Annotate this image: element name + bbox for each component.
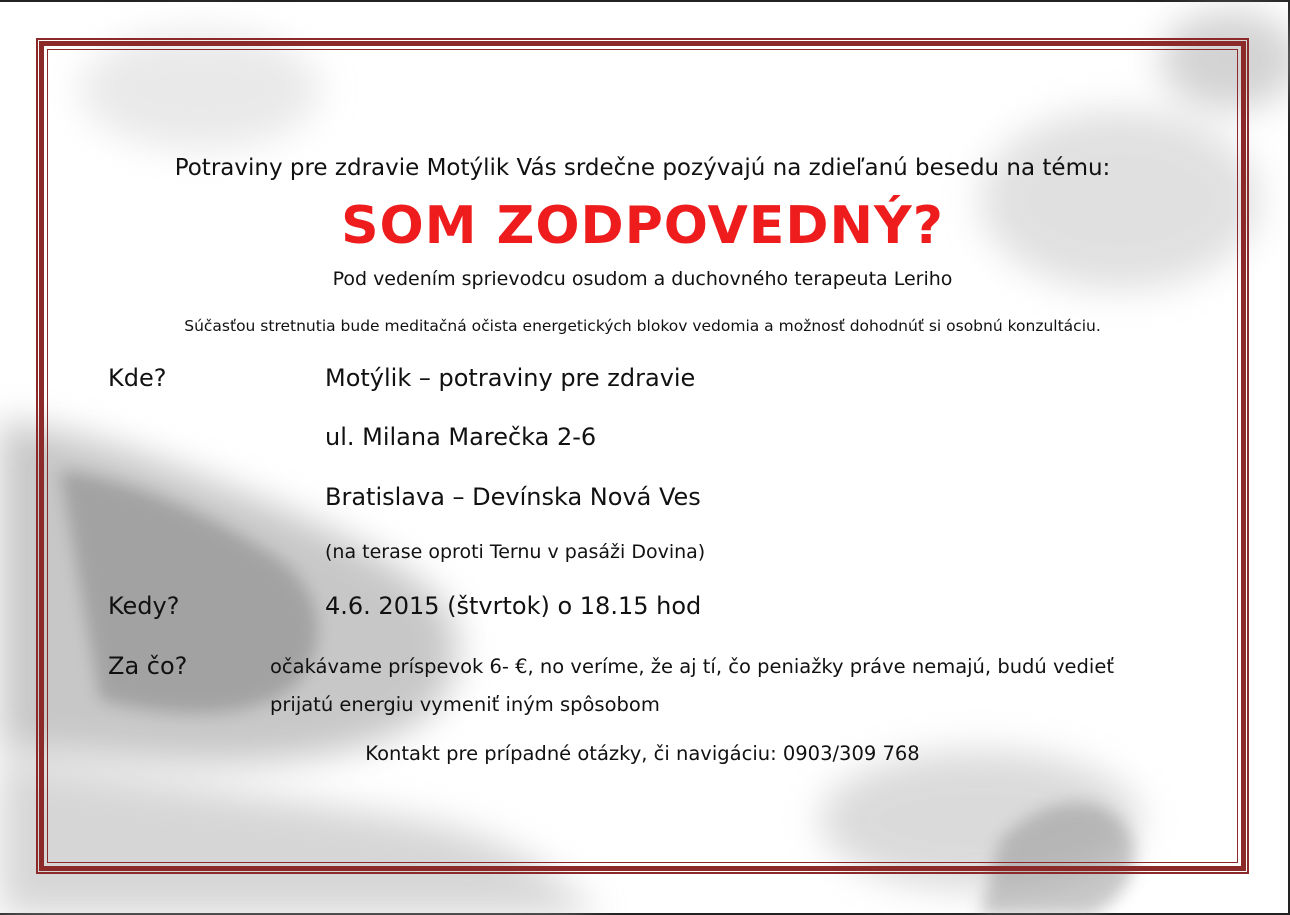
- venue-hint: (na terase oproti Ternu v pasáži Dovina): [325, 541, 706, 563]
- meeting-note: Súčasťou stretnutia bude meditačná očista energetických blokov vedomia a možnosť dohodnúť si osobnú konzultáciu.: [184, 317, 1101, 335]
- event-title: SOM ZODPOVEDNÝ?: [341, 196, 944, 256]
- guide-text: Pod vedením sprievodcu osudom a duchovného terapeuta Leriho: [332, 268, 953, 290]
- cost-label: Za čo?: [108, 652, 188, 680]
- venue-name: Motýlik – potraviny pre zdravie: [325, 364, 696, 392]
- venue-city: Bratislava – Devínska Nová Ves: [325, 483, 701, 511]
- cost-line-2: prijatú energiu vymeniť iným spôsobom: [270, 693, 660, 716]
- contact-info: Kontakt pre prípadné otázky, či navigáciu: 0903/309 768: [365, 742, 920, 765]
- when-label: Kedy?: [108, 592, 180, 620]
- venue-street: ul. Milana Marečka 2-6: [325, 423, 597, 451]
- event-date: 4.6. 2015 (štvrtok) o 18.15 hod: [325, 592, 702, 620]
- where-label: Kde?: [108, 364, 167, 392]
- cost-line-1: očakávame príspevok 6- €, no veríme, že aj tí, čo peniažky práve nemajú, budú vedieť: [270, 655, 1114, 678]
- intro-text: Potraviny pre zdravie Motýlik Vás srdečne pozývajú na zdieľanú besedu na tému:: [174, 155, 1111, 181]
